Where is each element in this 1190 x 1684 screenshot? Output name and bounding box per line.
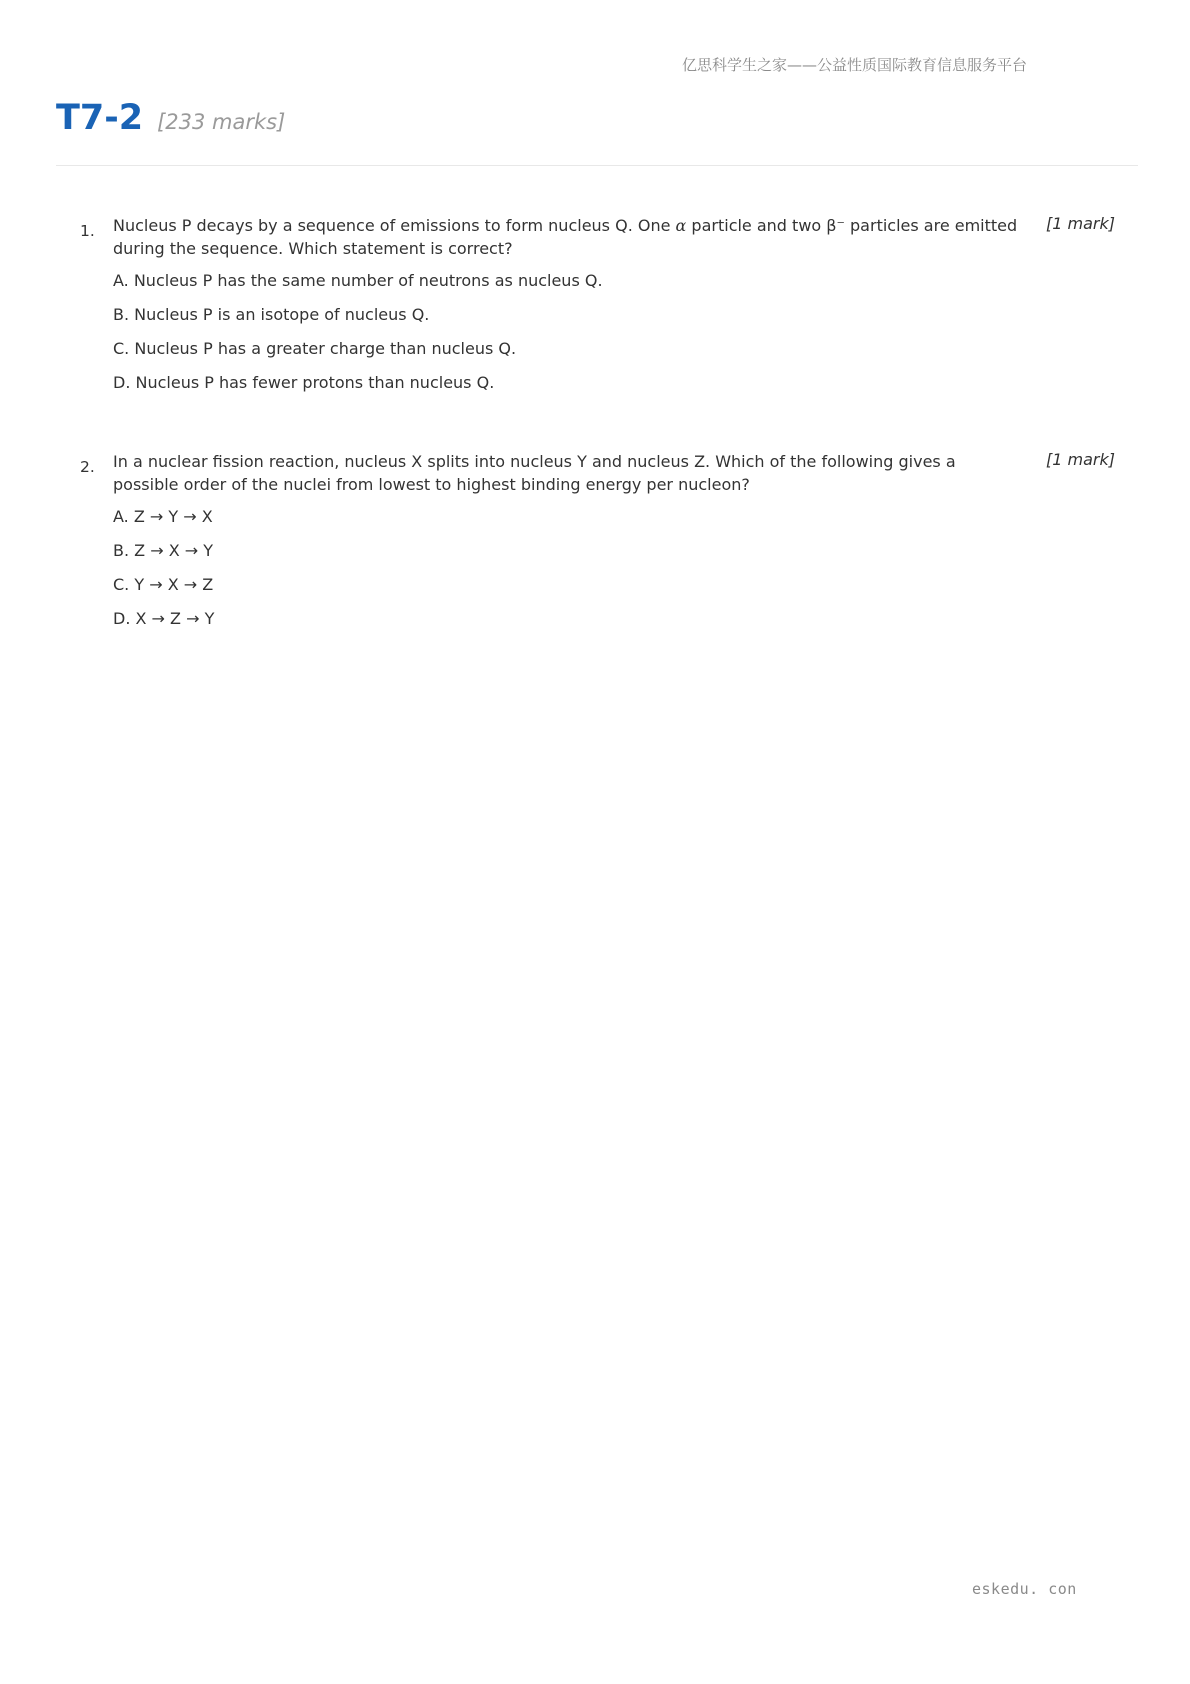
question-1 xyxy=(80,214,1115,405)
total-marks: [233 marks] xyxy=(157,110,286,134)
option-c: C. Y → X → Z xyxy=(113,575,214,594)
question-text xyxy=(113,214,1018,260)
options-list xyxy=(113,269,1115,394)
question-text-part: Nucleus P decays by a sequence of emissions to form nucleus Q. One xyxy=(113,216,676,235)
question-text: In a nuclear fission reaction, nucleus X splits into nucleus Y and nucleus Z. Which of the following gives a possible order of the nuclei from lowest to highest binding energy per nucleon? xyxy=(113,452,956,494)
title-block xyxy=(56,98,285,138)
question-2 xyxy=(80,450,1115,641)
option-d: D. Nucleus P has fewer protons than nucleus Q. xyxy=(113,373,495,392)
question-text-part: particle and two β⁻ particles are emitted during the sequence. Which statement is correct? xyxy=(113,216,1018,258)
option-b: B. Z → X → Y xyxy=(113,541,213,560)
option-a: A. Nucleus P has the same number of neutrons as nucleus Q. xyxy=(113,271,603,290)
question-number: 1. xyxy=(80,222,95,240)
footer-note: eskedu. con xyxy=(972,1580,1077,1598)
question-marks: [1 mark] xyxy=(1046,450,1115,469)
option-d: D. X → Z → Y xyxy=(113,609,215,628)
option-a: A. Z → Y → X xyxy=(113,507,213,526)
alpha-symbol: α xyxy=(675,216,687,235)
question-marks: [1 mark] xyxy=(1046,214,1115,233)
divider xyxy=(56,165,1138,166)
header-note: 亿思科学生之家——公益性质国际教育信息服务平台 xyxy=(682,56,1028,74)
page-title: T7-2 xyxy=(56,98,144,138)
options-list xyxy=(113,505,1115,630)
question-number: 2. xyxy=(80,458,95,476)
option-b: B. Nucleus P is an isotope of nucleus Q. xyxy=(113,305,430,324)
option-c: C. Nucleus P has a greater charge than nucleus Q. xyxy=(113,339,517,358)
